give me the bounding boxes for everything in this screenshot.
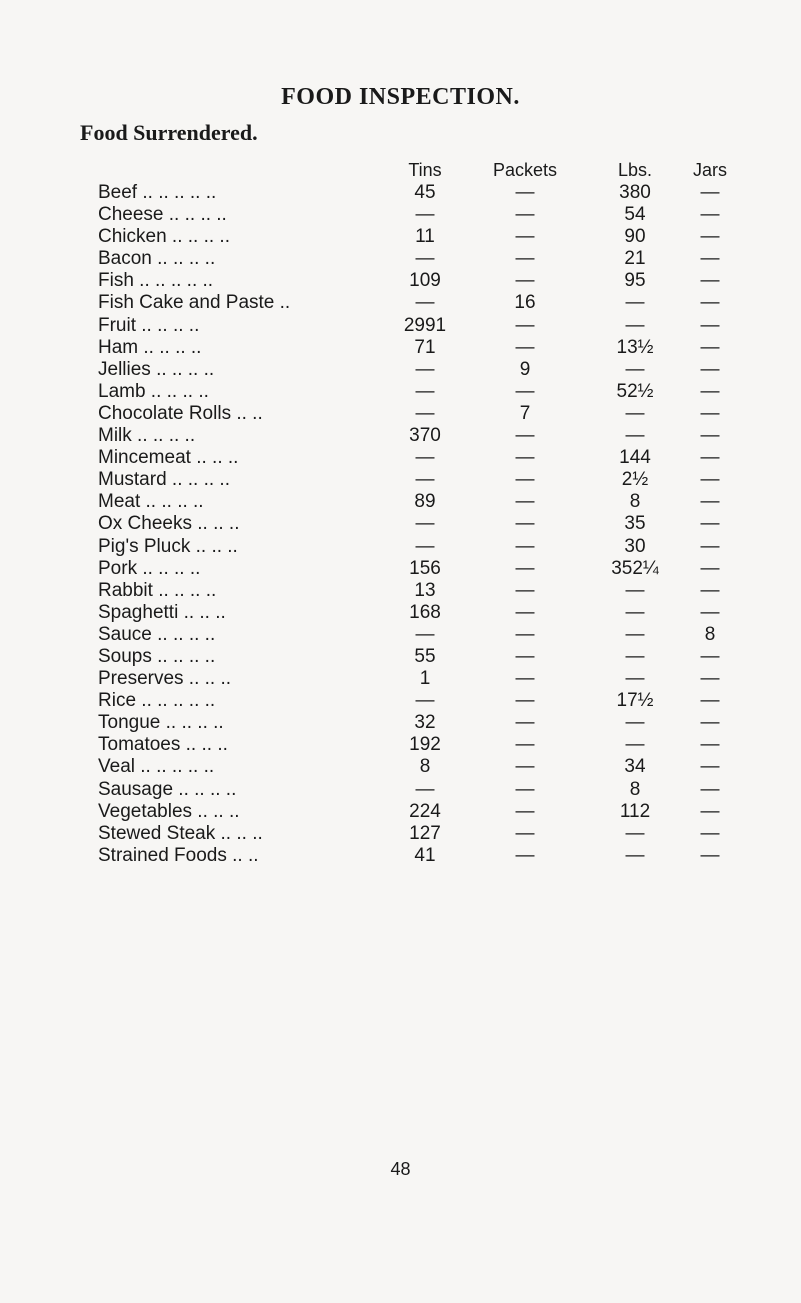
jars-cell: —	[700, 778, 720, 800]
jars-cell: —	[700, 182, 720, 203]
packets-cell: —	[515, 778, 535, 800]
lbs-cell: 112	[619, 800, 651, 822]
page-title: FOOD INSPECTION.	[281, 84, 520, 110]
table-row	[0, 491, 801, 513]
jars-cell: —	[700, 535, 720, 557]
table-row	[0, 823, 801, 845]
table-row	[0, 315, 801, 337]
jars-cell: —	[700, 712, 720, 734]
packets-cell: —	[515, 800, 535, 822]
item-name: Fruit .. .. .. ..	[98, 314, 200, 336]
packets-cell: —	[515, 623, 535, 645]
jars-cell: —	[700, 645, 720, 667]
tins-cell: 192	[409, 734, 441, 756]
food-table	[0, 182, 801, 867]
tins-cell: —	[415, 623, 435, 645]
lbs-cell: —	[625, 402, 645, 424]
packets-cell: —	[515, 601, 535, 623]
jars-cell: —	[700, 336, 720, 358]
lbs-cell: —	[625, 358, 645, 380]
jars-cell: —	[700, 800, 720, 822]
table-row	[0, 270, 801, 292]
table-row	[0, 668, 801, 690]
jars-cell: —	[700, 601, 720, 623]
lbs-cell: 34	[624, 756, 646, 778]
item-name: Meat .. .. .. ..	[98, 491, 204, 513]
table-row	[0, 779, 801, 801]
lbs-cell: 52½	[616, 380, 654, 402]
packets-cell: —	[515, 734, 535, 756]
jars-cell: —	[700, 314, 720, 336]
packets-cell: —	[515, 204, 535, 226]
item-name: Tongue .. .. .. ..	[98, 712, 224, 734]
page-number: 48	[390, 1159, 411, 1179]
packets-cell: —	[515, 513, 535, 535]
table-row	[0, 734, 801, 756]
lbs-cell: —	[625, 579, 645, 601]
tins-cell: —	[415, 204, 435, 226]
item-name: Pork .. .. .. ..	[98, 557, 201, 579]
jars-cell: —	[700, 447, 720, 469]
item-name: Stewed Steak .. .. ..	[98, 822, 263, 844]
packets-cell: —	[515, 425, 535, 447]
table-row	[0, 403, 801, 425]
packets-cell: —	[515, 336, 535, 358]
item-name: Beef .. .. .. .. ..	[98, 182, 217, 203]
packets-cell: —	[515, 182, 535, 203]
tins-cell: —	[415, 513, 435, 535]
item-name: Mincemeat .. .. ..	[98, 447, 239, 469]
jars-cell: —	[700, 248, 720, 270]
lbs-cell: 90	[624, 226, 646, 248]
lbs-cell: 35	[624, 513, 646, 535]
table-row	[0, 337, 801, 359]
lbs-cell: —	[625, 645, 645, 667]
tins-cell: 89	[414, 491, 436, 513]
tins-cell: 13	[414, 579, 436, 601]
packets-cell: —	[515, 535, 535, 557]
tins-cell: —	[415, 535, 435, 557]
jars-cell: —	[700, 513, 720, 535]
lbs-cell: 8	[629, 778, 641, 800]
section-heading: Food Surrendered.	[80, 120, 258, 145]
packets-cell: —	[515, 756, 535, 778]
lbs-cell: 144	[619, 447, 651, 469]
lbs-cell: 17½	[616, 690, 654, 712]
packets-cell: —	[515, 491, 535, 513]
table-row	[0, 469, 801, 491]
table-row	[0, 558, 801, 580]
table-row	[0, 359, 801, 381]
tins-cell: —	[415, 248, 435, 270]
packets-cell: —	[515, 690, 535, 712]
jars-cell: —	[700, 358, 720, 380]
jars-cell: —	[700, 425, 720, 447]
tins-cell: 370	[409, 425, 441, 447]
jars-cell: —	[700, 822, 720, 844]
table-row	[0, 226, 801, 248]
packets-cell: —	[515, 380, 535, 402]
table-row	[0, 425, 801, 447]
header-packets: Packets	[492, 160, 558, 180]
lbs-cell: 380	[619, 182, 651, 203]
jars-cell: —	[700, 756, 720, 778]
item-name: Tomatoes .. .. ..	[98, 734, 228, 756]
table-row	[0, 292, 801, 314]
lbs-cell: —	[625, 425, 645, 447]
packets-cell: —	[515, 579, 535, 601]
tins-cell: 156	[409, 557, 441, 579]
table-row	[0, 690, 801, 712]
item-name: Sauce .. .. .. ..	[98, 623, 216, 645]
tins-cell: 109	[409, 270, 441, 292]
header-jars: Jars	[692, 160, 727, 180]
table-row	[0, 182, 801, 204]
table-row	[0, 248, 801, 270]
lbs-cell: —	[625, 734, 645, 756]
tins-cell: —	[415, 358, 435, 380]
item-name: Spaghetti .. .. ..	[98, 601, 226, 623]
item-name: Fish Cake and Paste ..	[98, 292, 291, 314]
item-name: Lamb .. .. .. ..	[98, 380, 209, 402]
item-name: Strained Foods .. ..	[98, 844, 259, 866]
tins-cell: 45	[414, 182, 436, 203]
item-name: Vegetables .. .. ..	[98, 800, 240, 822]
jars-cell: —	[700, 579, 720, 601]
table-row	[0, 536, 801, 558]
packets-cell: —	[515, 645, 535, 667]
table-row	[0, 580, 801, 602]
item-name: Soups .. .. .. ..	[98, 645, 216, 667]
item-name: Ham .. .. .. ..	[98, 336, 202, 358]
packets-cell: —	[515, 314, 535, 336]
tins-cell: 2991	[403, 314, 447, 336]
jars-cell: —	[700, 491, 720, 513]
packets-cell: 9	[519, 358, 531, 380]
tins-cell: —	[415, 402, 435, 424]
table-row	[0, 602, 801, 624]
packets-cell: 16	[514, 292, 536, 314]
tins-cell: 32	[414, 712, 436, 734]
packets-cell: —	[515, 447, 535, 469]
packets-cell: —	[515, 844, 535, 866]
jars-cell: —	[700, 380, 720, 402]
tins-cell: 168	[409, 601, 441, 623]
item-name: Fish .. .. .. .. ..	[98, 270, 214, 292]
item-name: Ox Cheeks .. .. ..	[98, 513, 240, 535]
item-name: Veal .. .. .. .. ..	[98, 756, 215, 778]
lbs-cell: 8	[629, 491, 641, 513]
item-name: Jellies .. .. .. ..	[98, 358, 215, 380]
packets-cell: —	[515, 712, 535, 734]
tins-cell: 224	[409, 800, 441, 822]
lbs-cell: 352¼	[611, 557, 659, 579]
item-name: Chocolate Rolls .. ..	[98, 402, 263, 424]
jars-cell: —	[700, 226, 720, 248]
item-name: Sausage .. .. .. ..	[98, 778, 237, 800]
table-row	[0, 513, 801, 535]
table-row	[0, 646, 801, 668]
tins-cell: —	[415, 778, 435, 800]
tins-cell: 41	[414, 844, 436, 866]
item-name: Rice .. .. .. .. ..	[98, 690, 216, 712]
lbs-cell: —	[625, 844, 645, 866]
item-name: Preserves .. .. ..	[98, 668, 232, 690]
item-name: Bacon .. .. .. ..	[98, 248, 216, 270]
tins-cell: —	[415, 469, 435, 491]
jars-cell: —	[700, 469, 720, 491]
item-name: Pig's Pluck .. .. ..	[98, 535, 238, 557]
jars-cell: —	[700, 270, 720, 292]
table-row	[0, 447, 801, 469]
lbs-cell: 54	[624, 204, 646, 226]
tins-cell: 55	[414, 645, 436, 667]
packets-cell: —	[515, 270, 535, 292]
table-row	[0, 381, 801, 403]
item-name: Cheese .. .. .. ..	[98, 204, 227, 226]
table-row	[0, 204, 801, 226]
tins-cell: —	[415, 447, 435, 469]
jars-cell: —	[700, 402, 720, 424]
lbs-cell: 21	[624, 248, 646, 270]
table-row	[0, 845, 801, 867]
tins-cell: 1	[419, 668, 431, 690]
lbs-cell: 13½	[616, 336, 654, 358]
tins-cell: —	[415, 292, 435, 314]
item-name: Chicken .. .. .. ..	[98, 226, 230, 248]
lbs-cell: —	[625, 822, 645, 844]
tins-cell: 8	[419, 756, 431, 778]
tins-cell: —	[415, 690, 435, 712]
lbs-cell: —	[625, 601, 645, 623]
table-header	[0, 160, 801, 184]
lbs-cell: 95	[624, 270, 646, 292]
jars-cell: —	[700, 557, 720, 579]
lbs-cell: 2½	[621, 469, 649, 491]
table-row	[0, 712, 801, 734]
tins-cell: 71	[414, 336, 436, 358]
jars-cell: —	[700, 690, 720, 712]
header-tins: Tins	[408, 160, 442, 180]
jars-cell: —	[700, 844, 720, 866]
packets-cell: —	[515, 248, 535, 270]
packets-cell: —	[515, 822, 535, 844]
item-name: Mustard .. .. .. ..	[98, 469, 230, 491]
tins-cell: —	[415, 380, 435, 402]
jars-cell: —	[700, 204, 720, 226]
table-row	[0, 624, 801, 646]
jars-cell: —	[700, 668, 720, 690]
packets-cell: 7	[519, 402, 531, 424]
packets-cell: —	[515, 226, 535, 248]
lbs-cell: 30	[624, 535, 646, 557]
lbs-cell: —	[625, 712, 645, 734]
jars-cell: 8	[704, 623, 716, 645]
packets-cell: —	[515, 469, 535, 491]
item-name: Rabbit .. .. .. ..	[98, 579, 217, 601]
header-lbs: Lbs.	[617, 160, 653, 180]
lbs-cell: —	[625, 292, 645, 314]
lbs-cell: —	[625, 668, 645, 690]
lbs-cell: —	[625, 314, 645, 336]
packets-cell: —	[515, 557, 535, 579]
lbs-cell: —	[625, 623, 645, 645]
table-row	[0, 801, 801, 823]
jars-cell: —	[700, 292, 720, 314]
tins-cell: 127	[409, 822, 441, 844]
table-row	[0, 756, 801, 778]
tins-cell: 11	[415, 226, 435, 248]
item-name: Milk .. .. .. ..	[98, 425, 196, 447]
packets-cell: —	[515, 668, 535, 690]
jars-cell: —	[700, 734, 720, 756]
